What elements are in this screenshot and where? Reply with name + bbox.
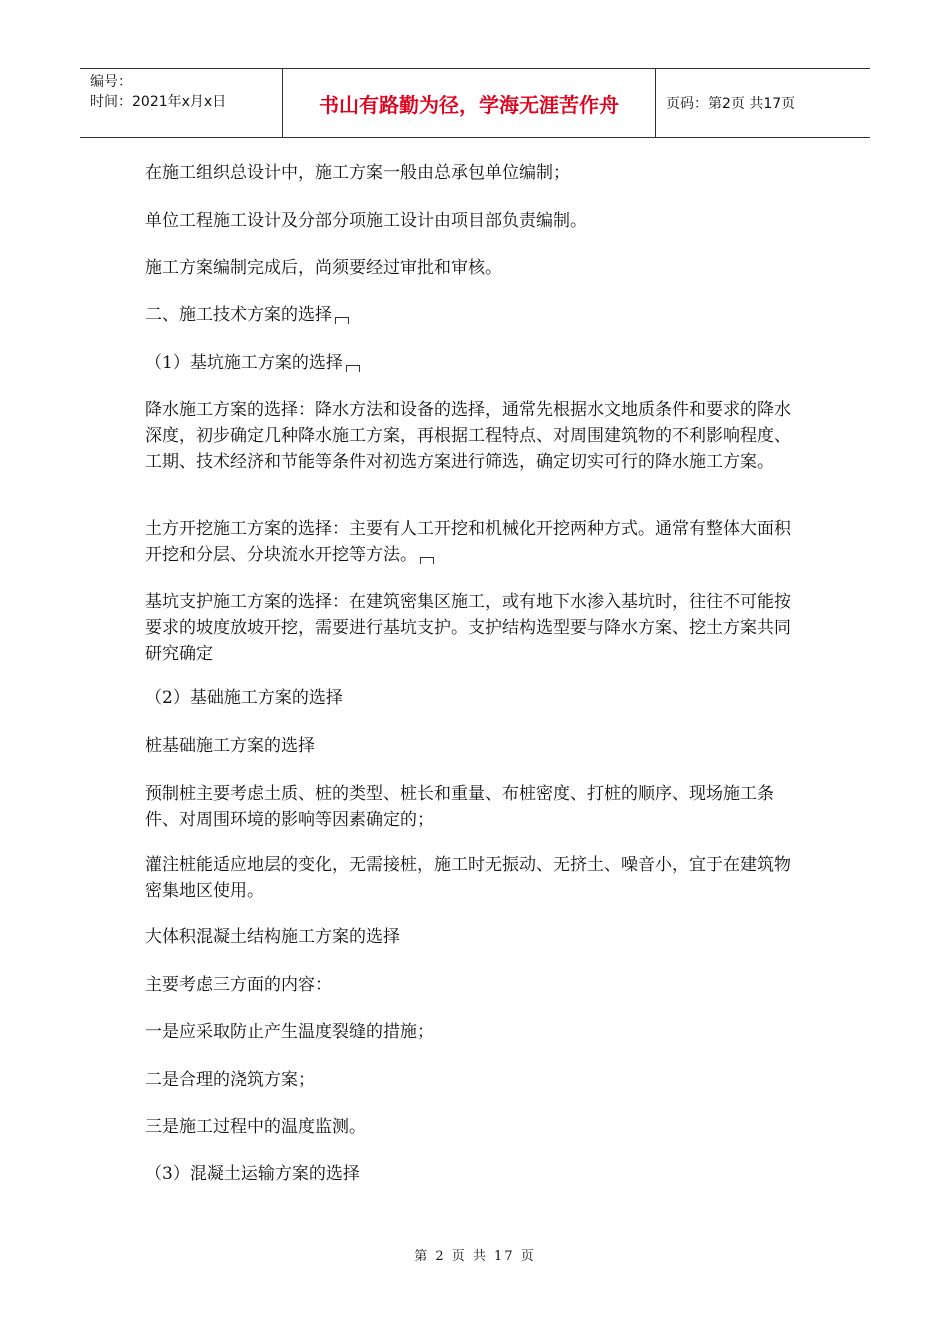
paragraph: 大体积混凝土结构施工方案的选择 [145, 927, 400, 947]
paragraph: 基坑支护施工方案的选择：在建筑密集区施工，或有地下水渗入基坑时，往往不可能按要求的坡度放坡开挖，需要进行基坑支护。支护结构选型要与降水方案、挖土方案共同研究确定 [145, 592, 791, 664]
document-number-label: 编号： [90, 74, 132, 90]
paragraph: 桩基础施工方案的选择 [145, 736, 315, 756]
paragraph-mark-icon [335, 317, 349, 324]
header-motto: 书山有路勤为径，学海无涯苦作舟 [282, 69, 656, 137]
section-heading [145, 302, 805, 328]
subsection-heading [145, 350, 805, 376]
paragraph-mark-icon [420, 557, 434, 564]
paragraph: 三是施工过程中的温度监测。 [145, 1117, 366, 1137]
paragraph: 在施工组织总设计中，施工方案一般由总承包单位编制； [145, 163, 570, 183]
paragraph-text: 土方开挖施工方案的选择：主要有人工开挖和机械化开挖两种方式。通常有整体大面积开挖和分层、分块流水开挖等方法。 [145, 519, 791, 565]
page-footer: 第 2 页 共 17 页 [414, 1249, 536, 1264]
subsection-heading-text: （1）基坑施工方案的选择 [145, 353, 343, 373]
paragraph: 一是应采取防止产生温度裂缝的措施； [145, 1022, 434, 1042]
paragraph [145, 516, 805, 568]
subsection-heading: （2）基础施工方案的选择 [145, 688, 343, 708]
subsection-heading: （3）混凝土运输方案的选择 [145, 1164, 360, 1184]
section-heading-text: 二、施工技术方案的选择 [145, 305, 332, 325]
paragraph: 预制桩主要考虑土质、桩的类型、桩长和重量、布桩密度、打桩的顺序、现场施工条件、对周围环境的影响等因素确定的； [145, 784, 774, 830]
paragraph: 降水施工方案的选择：降水方法和设备的选择，通常先根据水文地质条件和要求的降水深度，初步确定几种降水施工方案，再根据工程特点、对周围建筑物的不利影响程度、工期、技术经济和节能等条件对初选方案进行筛选，确定切实可行的降水施工方案。 [145, 400, 791, 472]
paragraph: 二是合理的浇筑方案； [145, 1070, 315, 1090]
document-time-label: 时间：2021年x月x日 [90, 94, 227, 110]
paragraph-mark-icon [346, 365, 360, 372]
page-header [80, 68, 870, 138]
paragraph: 灌注桩能适应地层的变化，无需接桩，施工时无振动、无挤土、噪音小，宜于在建筑物密集地区使用。 [145, 855, 791, 901]
header-page-info: 页码：第2页 共17页 [666, 96, 796, 112]
paragraph: 施工方案编制完成后，尚须要经过审批和审核。 [145, 258, 502, 278]
paragraph: 单位工程施工设计及分部分项施工设计由项目部负责编制。 [145, 211, 587, 231]
header-meta [80, 69, 282, 137]
paragraph: 主要考虑三方面的内容： [145, 975, 332, 995]
